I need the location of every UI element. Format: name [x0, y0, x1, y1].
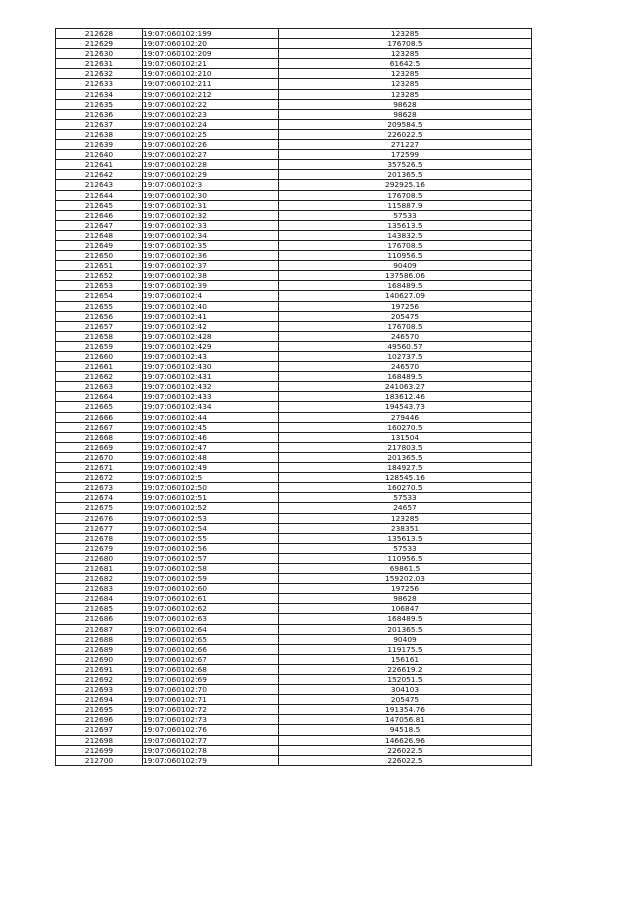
- table-row: [56, 301, 532, 311]
- cadastral-number-cell: 19:07:060102:65: [143, 634, 279, 644]
- table-row: [56, 422, 532, 432]
- table-row: [56, 705, 532, 715]
- table-row: [56, 170, 532, 180]
- cadastral-number-cell: 19:07:060102:70: [143, 685, 279, 695]
- cadastral-id-cell: 212662: [56, 372, 143, 382]
- table-row: [56, 624, 532, 634]
- value-cell: 168489.5: [279, 614, 532, 624]
- value-cell: 24657: [279, 503, 532, 513]
- table-row: [56, 533, 532, 543]
- cadastral-number-cell: 19:07:060102:50: [143, 483, 279, 493]
- cadastral-number-cell: 19:07:060102:68: [143, 664, 279, 674]
- table-row: [56, 119, 532, 129]
- table-row: [56, 220, 532, 230]
- cadastral-number-cell: 19:07:060102:25: [143, 129, 279, 139]
- value-cell: 176708.5: [279, 39, 532, 49]
- cadastral-id-cell: 212631: [56, 59, 143, 69]
- cadastral-number-cell: 19:07:060102:199: [143, 29, 279, 39]
- cadastral-id-cell: 212674: [56, 493, 143, 503]
- cadastral-number-cell: 19:07:060102:5: [143, 473, 279, 483]
- cadastral-number-cell: 19:07:060102:79: [143, 755, 279, 765]
- table-row: [56, 79, 532, 89]
- table-row: [56, 745, 532, 755]
- value-cell: 123285: [279, 79, 532, 89]
- value-cell: 57533: [279, 210, 532, 220]
- cadastral-number-cell: 19:07:060102:76: [143, 725, 279, 735]
- table-row: [56, 584, 532, 594]
- value-cell: 357526.5: [279, 160, 532, 170]
- table-row: [56, 49, 532, 59]
- cadastral-id-cell: 212696: [56, 715, 143, 725]
- cadastral-id-cell: 212656: [56, 311, 143, 321]
- cadastral-number-cell: 19:07:060102:36: [143, 251, 279, 261]
- cadastral-number-cell: 19:07:060102:3: [143, 180, 279, 190]
- table-row: [56, 271, 532, 281]
- table-row: [56, 140, 532, 150]
- table-row: [56, 543, 532, 553]
- table-row: [56, 463, 532, 473]
- cadastral-id-cell: 212648: [56, 230, 143, 240]
- value-cell: 57533: [279, 543, 532, 553]
- value-cell: 123285: [279, 49, 532, 59]
- table-row: [56, 563, 532, 573]
- cadastral-id-cell: 212652: [56, 271, 143, 281]
- cadastral-id-cell: 212694: [56, 695, 143, 705]
- value-cell: 292925.16: [279, 180, 532, 190]
- table-row: [56, 200, 532, 210]
- value-cell: 123285: [279, 29, 532, 39]
- cadastral-number-cell: 19:07:060102:56: [143, 543, 279, 553]
- value-cell: 123285: [279, 89, 532, 99]
- value-cell: 226022.5: [279, 755, 532, 765]
- table-row: [56, 331, 532, 341]
- table-row: [56, 442, 532, 452]
- cadastral-number-cell: 19:07:060102:24: [143, 119, 279, 129]
- cadastral-id-cell: 212699: [56, 745, 143, 755]
- table-row: [56, 89, 532, 99]
- cadastral-id-cell: 212685: [56, 604, 143, 614]
- cadastral-number-cell: 19:07:060102:212: [143, 89, 279, 99]
- value-cell: 246570: [279, 362, 532, 372]
- cadastral-number-cell: 19:07:060102:433: [143, 392, 279, 402]
- cadastral-id-cell: 212695: [56, 705, 143, 715]
- value-cell: 143832.5: [279, 230, 532, 240]
- cadastral-number-cell: 19:07:060102:69: [143, 675, 279, 685]
- cadastral-number-cell: 19:07:060102:32: [143, 210, 279, 220]
- value-cell: 160270.5: [279, 422, 532, 432]
- cadastral-id-cell: 212698: [56, 735, 143, 745]
- cadastral-id-cell: 212659: [56, 341, 143, 351]
- value-cell: 205475: [279, 695, 532, 705]
- cadastral-number-cell: 19:07:060102:430: [143, 362, 279, 372]
- cadastral-id-cell: 212664: [56, 392, 143, 402]
- value-cell: 98628: [279, 594, 532, 604]
- cadastral-number-cell: 19:07:060102:34: [143, 230, 279, 240]
- value-cell: 110956.5: [279, 251, 532, 261]
- table-row: [56, 715, 532, 725]
- cadastral-number-cell: 19:07:060102:429: [143, 341, 279, 351]
- table-row: [56, 675, 532, 685]
- table-row: [56, 372, 532, 382]
- cadastral-number-cell: 19:07:060102:44: [143, 412, 279, 422]
- value-cell: 69861.5: [279, 563, 532, 573]
- cadastral-id-cell: 212633: [56, 79, 143, 89]
- cadastral-number-cell: 19:07:060102:28: [143, 160, 279, 170]
- cadastral-id-cell: 212657: [56, 321, 143, 331]
- value-cell: 137586.06: [279, 271, 532, 281]
- cadastral-number-cell: 19:07:060102:61: [143, 594, 279, 604]
- table-row: [56, 39, 532, 49]
- table-row: [56, 341, 532, 351]
- cadastral-id-cell: 212672: [56, 473, 143, 483]
- cadastral-id-cell: 212693: [56, 685, 143, 695]
- table-row: [56, 664, 532, 674]
- cadastral-id-cell: 212651: [56, 261, 143, 271]
- cadastral-number-cell: 19:07:060102:42: [143, 321, 279, 331]
- table-row: [56, 483, 532, 493]
- cadastral-id-cell: 212654: [56, 291, 143, 301]
- cadastral-id-cell: 212669: [56, 442, 143, 452]
- table-row: [56, 29, 532, 39]
- value-cell: 159202.03: [279, 574, 532, 584]
- cadastral-number-cell: 19:07:060102:211: [143, 79, 279, 89]
- cadastral-number-cell: 19:07:060102:428: [143, 331, 279, 341]
- cadastral-id-cell: 212650: [56, 251, 143, 261]
- cadastral-id-cell: 212653: [56, 281, 143, 291]
- table-row: [56, 493, 532, 503]
- value-cell: 49560.57: [279, 341, 532, 351]
- cadastral-id-cell: 212689: [56, 644, 143, 654]
- data-table: [55, 28, 532, 766]
- cadastral-id-cell: 212628: [56, 29, 143, 39]
- cadastral-number-cell: 19:07:060102:210: [143, 69, 279, 79]
- value-cell: 279446: [279, 412, 532, 422]
- cadastral-number-cell: 19:07:060102:209: [143, 49, 279, 59]
- value-cell: 176708.5: [279, 190, 532, 200]
- cadastral-id-cell: 212684: [56, 594, 143, 604]
- cadastral-id-cell: 212642: [56, 170, 143, 180]
- value-cell: 197256: [279, 301, 532, 311]
- cadastral-number-cell: 19:07:060102:40: [143, 301, 279, 311]
- value-cell: 226022.5: [279, 745, 532, 755]
- value-cell: 172599: [279, 150, 532, 160]
- cadastral-id-cell: 212666: [56, 412, 143, 422]
- value-cell: 201365.5: [279, 452, 532, 462]
- cadastral-id-cell: 212655: [56, 301, 143, 311]
- cadastral-number-cell: 19:07:060102:43: [143, 352, 279, 362]
- table-row: [56, 755, 532, 765]
- value-cell: 205475: [279, 311, 532, 321]
- cadastral-number-cell: 19:07:060102:33: [143, 220, 279, 230]
- cadastral-number-cell: 19:07:060102:39: [143, 281, 279, 291]
- table-row: [56, 261, 532, 271]
- cadastral-number-cell: 19:07:060102:45: [143, 422, 279, 432]
- cadastral-number-cell: 19:07:060102:23: [143, 109, 279, 119]
- cadastral-id-cell: 212636: [56, 109, 143, 119]
- cadastral-id-cell: 212690: [56, 654, 143, 664]
- cadastral-number-cell: 19:07:060102:29: [143, 170, 279, 180]
- cadastral-id-cell: 212629: [56, 39, 143, 49]
- cadastral-id-cell: 212630: [56, 49, 143, 59]
- value-cell: 226619.2: [279, 664, 532, 674]
- table-row: [56, 523, 532, 533]
- cadastral-id-cell: 212660: [56, 352, 143, 362]
- cadastral-id-cell: 212639: [56, 140, 143, 150]
- cadastral-id-cell: 212681: [56, 563, 143, 573]
- table-row: [56, 644, 532, 654]
- cadastral-id-cell: 212687: [56, 624, 143, 634]
- cadastral-number-cell: 19:07:060102:55: [143, 533, 279, 543]
- cadastral-id-cell: 212682: [56, 574, 143, 584]
- cadastral-number-cell: 19:07:060102:58: [143, 563, 279, 573]
- table-row: [56, 513, 532, 523]
- cadastral-number-cell: 19:07:060102:20: [143, 39, 279, 49]
- value-cell: 57533: [279, 493, 532, 503]
- cadastral-number-cell: 19:07:060102:27: [143, 150, 279, 160]
- cadastral-id-cell: 212638: [56, 129, 143, 139]
- cadastral-id-cell: 212665: [56, 402, 143, 412]
- table-row: [56, 109, 532, 119]
- value-cell: 176708.5: [279, 240, 532, 250]
- cadastral-id-cell: 212691: [56, 664, 143, 674]
- cadastral-id-cell: 212688: [56, 634, 143, 644]
- value-cell: 123285: [279, 69, 532, 79]
- value-cell: 135613.5: [279, 533, 532, 543]
- value-cell: 184927.5: [279, 463, 532, 473]
- cadastral-id-cell: 212680: [56, 553, 143, 563]
- table-row: [56, 473, 532, 483]
- cadastral-id-cell: 212643: [56, 180, 143, 190]
- value-cell: 168489.5: [279, 281, 532, 291]
- table-row: [56, 311, 532, 321]
- value-cell: 102737.5: [279, 352, 532, 362]
- value-cell: 217803.5: [279, 442, 532, 452]
- cadastral-number-cell: 19:07:060102:434: [143, 402, 279, 412]
- cadastral-number-cell: 19:07:060102:21: [143, 59, 279, 69]
- cadastral-id-cell: 212645: [56, 200, 143, 210]
- cadastral-id-cell: 212678: [56, 533, 143, 543]
- value-cell: 246570: [279, 331, 532, 341]
- value-cell: 123285: [279, 513, 532, 523]
- table-row: [56, 240, 532, 250]
- table-body: [56, 29, 532, 766]
- cadastral-id-cell: 212649: [56, 240, 143, 250]
- table-row: [56, 735, 532, 745]
- cadastral-id-cell: 212686: [56, 614, 143, 624]
- table-row: [56, 654, 532, 664]
- cadastral-number-cell: 19:07:060102:35: [143, 240, 279, 250]
- value-cell: 160270.5: [279, 483, 532, 493]
- cadastral-number-cell: 19:07:060102:78: [143, 745, 279, 755]
- value-cell: 176708.5: [279, 321, 532, 331]
- table-row: [56, 452, 532, 462]
- table-row: [56, 291, 532, 301]
- cadastral-number-cell: 19:07:060102:62: [143, 604, 279, 614]
- cadastral-number-cell: 19:07:060102:64: [143, 624, 279, 634]
- value-cell: 90409: [279, 261, 532, 271]
- value-cell: 140627.09: [279, 291, 532, 301]
- cadastral-id-cell: 212632: [56, 69, 143, 79]
- cadastral-id-cell: 212635: [56, 99, 143, 109]
- cadastral-id-cell: 212676: [56, 513, 143, 523]
- table-row: [56, 160, 532, 170]
- value-cell: 110956.5: [279, 553, 532, 563]
- cadastral-number-cell: 19:07:060102:432: [143, 382, 279, 392]
- value-cell: 183612.46: [279, 392, 532, 402]
- cadastral-number-cell: 19:07:060102:57: [143, 553, 279, 563]
- cadastral-number-cell: 19:07:060102:49: [143, 463, 279, 473]
- table-row: [56, 321, 532, 331]
- table-row: [56, 210, 532, 220]
- value-cell: 156161: [279, 654, 532, 664]
- cadastral-id-cell: 212641: [56, 160, 143, 170]
- cadastral-number-cell: 19:07:060102:4: [143, 291, 279, 301]
- value-cell: 201365.5: [279, 170, 532, 180]
- value-cell: 271227: [279, 140, 532, 150]
- table-row: [56, 685, 532, 695]
- cadastral-number-cell: 19:07:060102:67: [143, 654, 279, 664]
- cadastral-number-cell: 19:07:060102:71: [143, 695, 279, 705]
- cadastral-number-cell: 19:07:060102:431: [143, 372, 279, 382]
- cadastral-id-cell: 212658: [56, 331, 143, 341]
- cadastral-number-cell: 19:07:060102:26: [143, 140, 279, 150]
- table-row: [56, 402, 532, 412]
- cadastral-number-cell: 19:07:060102:53: [143, 513, 279, 523]
- table-row: [56, 695, 532, 705]
- cadastral-id-cell: 212667: [56, 422, 143, 432]
- table-row: [56, 634, 532, 644]
- cadastral-number-cell: 19:07:060102:51: [143, 493, 279, 503]
- cadastral-id-cell: 212697: [56, 725, 143, 735]
- cadastral-number-cell: 19:07:060102:54: [143, 523, 279, 533]
- table-row: [56, 412, 532, 422]
- table-row: [56, 503, 532, 513]
- cadastral-number-cell: 19:07:060102:59: [143, 574, 279, 584]
- cadastral-number-cell: 19:07:060102:66: [143, 644, 279, 654]
- table-row: [56, 614, 532, 624]
- value-cell: 226022.5: [279, 129, 532, 139]
- cadastral-id-cell: 212692: [56, 675, 143, 685]
- value-cell: 197256: [279, 584, 532, 594]
- table-row: [56, 392, 532, 402]
- cadastral-id-cell: 212683: [56, 584, 143, 594]
- table-row: [56, 129, 532, 139]
- table-row: [56, 281, 532, 291]
- cadastral-number-cell: 19:07:060102:47: [143, 442, 279, 452]
- cadastral-id-cell: 212700: [56, 755, 143, 765]
- value-cell: 115887.9: [279, 200, 532, 210]
- value-cell: 135613.5: [279, 220, 532, 230]
- table-row: [56, 190, 532, 200]
- table-row: [56, 382, 532, 392]
- table-row: [56, 553, 532, 563]
- cadastral-id-cell: 212679: [56, 543, 143, 553]
- cadastral-number-cell: 19:07:060102:60: [143, 584, 279, 594]
- cadastral-id-cell: 212675: [56, 503, 143, 513]
- cadastral-id-cell: 212671: [56, 463, 143, 473]
- table-row: [56, 362, 532, 372]
- cadastral-number-cell: 19:07:060102:72: [143, 705, 279, 715]
- table-row: [56, 230, 532, 240]
- cadastral-number-cell: 19:07:060102:37: [143, 261, 279, 271]
- table-row: [56, 180, 532, 190]
- cadastral-id-cell: 212637: [56, 119, 143, 129]
- value-cell: 194543.73: [279, 402, 532, 412]
- value-cell: 98628: [279, 99, 532, 109]
- value-cell: 238351: [279, 523, 532, 533]
- cadastral-number-cell: 19:07:060102:52: [143, 503, 279, 513]
- cadastral-number-cell: 19:07:060102:38: [143, 271, 279, 281]
- cadastral-id-cell: 212647: [56, 220, 143, 230]
- cadastral-id-cell: 212644: [56, 190, 143, 200]
- table-row: [56, 352, 532, 362]
- table-row: [56, 432, 532, 442]
- cadastral-number-cell: 19:07:060102:73: [143, 715, 279, 725]
- cadastral-id-cell: 212640: [56, 150, 143, 160]
- cadastral-number-cell: 19:07:060102:22: [143, 99, 279, 109]
- value-cell: 146626.96: [279, 735, 532, 745]
- table-row: [56, 725, 532, 735]
- value-cell: 94518.5: [279, 725, 532, 735]
- value-cell: 209584.5: [279, 119, 532, 129]
- value-cell: 241063.27: [279, 382, 532, 392]
- table-row: [56, 604, 532, 614]
- cadastral-number-cell: 19:07:060102:77: [143, 735, 279, 745]
- table-row: [56, 594, 532, 604]
- value-cell: 201365.5: [279, 624, 532, 634]
- value-cell: 90409: [279, 634, 532, 644]
- cadastral-id-cell: 212668: [56, 432, 143, 442]
- value-cell: 128545.16: [279, 473, 532, 483]
- cadastral-number-cell: 19:07:060102:31: [143, 200, 279, 210]
- table-row: [56, 69, 532, 79]
- table-row: [56, 99, 532, 109]
- cadastral-number-cell: 19:07:060102:30: [143, 190, 279, 200]
- table-row: [56, 59, 532, 69]
- cadastral-id-cell: 212661: [56, 362, 143, 372]
- cadastral-number-cell: 19:07:060102:46: [143, 432, 279, 442]
- cadastral-number-cell: 19:07:060102:41: [143, 311, 279, 321]
- value-cell: 191354.76: [279, 705, 532, 715]
- cadastral-id-cell: 212663: [56, 382, 143, 392]
- value-cell: 106847: [279, 604, 532, 614]
- cadastral-id-cell: 212673: [56, 483, 143, 493]
- table-row: [56, 574, 532, 584]
- value-cell: 304103: [279, 685, 532, 695]
- value-cell: 119175.5: [279, 644, 532, 654]
- cadastral-id-cell: 212670: [56, 452, 143, 462]
- cadastral-id-cell: 212646: [56, 210, 143, 220]
- cadastral-number-cell: 19:07:060102:63: [143, 614, 279, 624]
- value-cell: 147056.81: [279, 715, 532, 725]
- cadastral-id-cell: 212677: [56, 523, 143, 533]
- cadastral-number-cell: 19:07:060102:48: [143, 452, 279, 462]
- table-row: [56, 150, 532, 160]
- value-cell: 168489.5: [279, 372, 532, 382]
- value-cell: 61642.5: [279, 59, 532, 69]
- value-cell: 98628: [279, 109, 532, 119]
- value-cell: 131504: [279, 432, 532, 442]
- cadastral-id-cell: 212634: [56, 89, 143, 99]
- table-row: [56, 251, 532, 261]
- value-cell: 152051.5: [279, 675, 532, 685]
